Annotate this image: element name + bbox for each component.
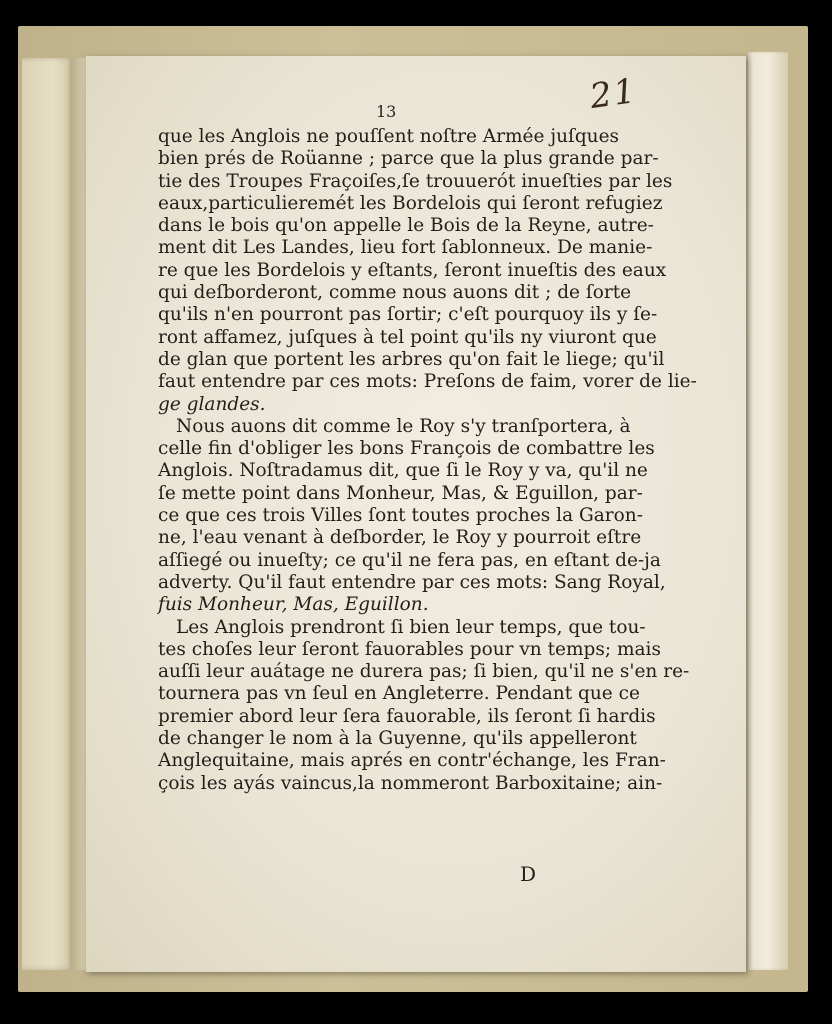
text-line: Anglois. Noſtradamus dit, que ſi le Roy y va, qu'il ne: [158, 460, 648, 482]
signature-mark: D: [520, 862, 537, 886]
text-line: fuis Monheur, Mas, Eguillon.: [158, 594, 429, 616]
text-line: auſſi leur auátage ne durera pas; ſi bien, qu'il ne s'en re-: [158, 661, 690, 683]
right-page-stack: [748, 52, 788, 970]
page-text: [158, 126, 697, 795]
text-line: eaux,particulieremét les Bordelois qui ſeront refugiez: [158, 192, 663, 214]
text-line: tie des Troupes Fraçoiſes,ſe trouuerót inueſties par les: [158, 170, 673, 192]
text-line: qu'ils n'en pourront pas ſortir; c'eſt pourquoy ils y ſe-: [158, 304, 658, 326]
text-line: Les Anglois prendront ſi bien leur temps, que tou-: [176, 616, 646, 638]
text-line: qui deſborderont, comme nous auons dit ; de ſorte: [158, 282, 632, 304]
text-line: celle fin d'obliger les bons François de combattre les: [158, 438, 655, 460]
text-line: faut entendre par ces mots: Preſons de faim, vorer de lie-: [158, 371, 697, 393]
text-line: de glan que portent les arbres qu'on fait le liege; qu'il: [158, 348, 665, 370]
text-line: re que les Bordelois y eſtants, ſeront inueſtis des eaux: [158, 259, 667, 281]
text-line: ne, l'eau venant à deſborder, le Roy y pourroit eſtre: [158, 527, 642, 549]
handwritten-folio-number: 21: [587, 70, 640, 118]
text-line: dans le bois qu'on appelle le Bois de la Reyne, autre-: [158, 215, 654, 237]
text-line: premier abord leur ſera fauorable, ils ſeront ſi hardis: [158, 705, 656, 727]
page-number: 13: [376, 102, 397, 121]
text-line: que les Anglois ne pouſſent noſtre Armée juſques: [158, 126, 620, 147]
text-line: Anglequitaine, mais aprés en contr'échange, les Fran-: [158, 750, 666, 772]
text-line: adverty. Qu'il faut entendre par ces mots: Sang Royal,: [158, 571, 666, 593]
text-line: de changer le nom à la Guyenne, qu'ils appelleront: [158, 728, 637, 750]
text-line: tes choſes leur ſeront fauorables pour vn temps; mais: [158, 638, 661, 660]
text-line: Nous auons dit comme le Roy s'y tranſportera, à: [176, 415, 631, 437]
text-line: ment dit Les Landes, lieu fort ſablonneux. De manie-: [158, 237, 653, 259]
text-line: bien prés de Roüanne ; parce que la plus grande par-: [158, 148, 659, 170]
text-line: ce que ces trois Villes ſont toutes proches la Garon-: [158, 505, 643, 527]
text-line: çois les ayás vaincus,la nommeront Barboxitaine; ain-: [158, 772, 663, 794]
text-line: ſe mette point dans Monheur, Mas, & Eguillon, par-: [158, 482, 643, 504]
text-line: ge glandes.: [158, 393, 266, 415]
left-page-edge: [22, 58, 74, 970]
text-line: aſſiegé ou inueſty; ce qu'il ne fera pas, en eſtant de-ja: [158, 549, 661, 571]
text-line: tournera pas vn ſeul en Angleterre. Pendant que ce: [158, 683, 640, 705]
text-line: ront affamez, juſques à tel point qu'ils ny viuront que: [158, 326, 657, 348]
